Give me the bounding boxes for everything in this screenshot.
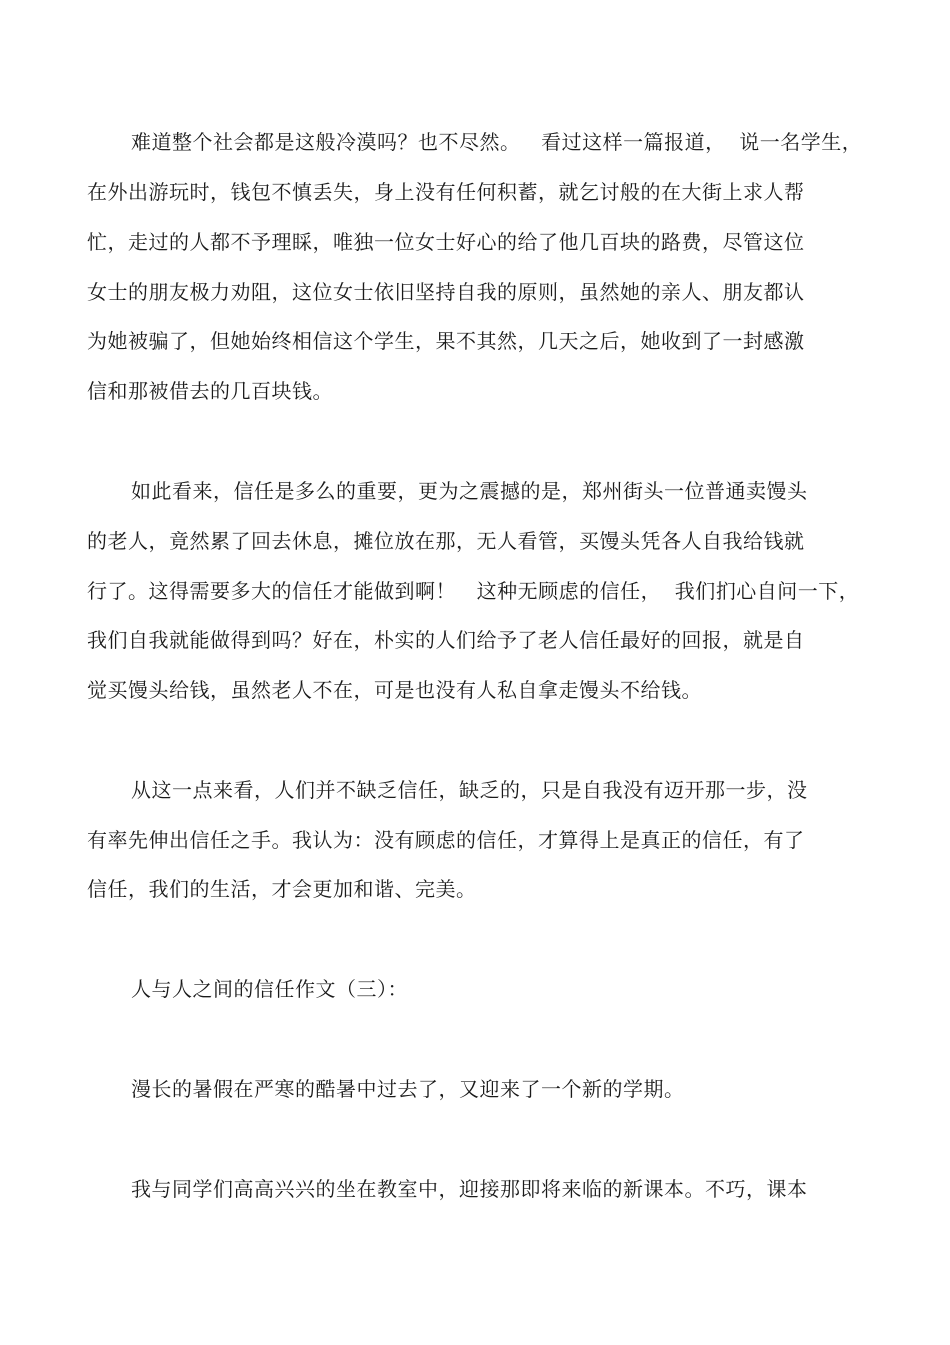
paragraph-line: 行了。这得需要多大的信任才能做到啊！ 这种无顾虑的信任， 我们扪心自问一下，	[87, 579, 860, 603]
paragraph-line: 觉买馒头给钱，虽然老人不在，可是也没有人私自拿走馒头不给钱。	[87, 678, 702, 702]
paragraph-line: 忙，走过的人都不予理睬，唯独一位女士好心的给了他几百块的路费，尽管这位	[87, 230, 805, 254]
paragraph-line: 的老人，竟然累了回去休息，摊位放在那，无人看管，买馒头凭各人自我给钱就	[87, 529, 805, 553]
paragraph-line: 信任，我们的生活，才会更加和谐、完美。	[87, 877, 477, 901]
paragraph-line: 漫长的暑假在严寒的酷暑中过去了，又迎来了一个新的学期。	[131, 1077, 685, 1101]
paragraph-line: 难道整个社会都是这般冷漠吗？也不尽然。 看过这样一篇报道， 说一名学生，	[131, 130, 863, 154]
paragraph-line: 我与同学们高高兴兴的坐在教室中，迎接那即将来临的新课本。不巧，课本	[131, 1177, 808, 1201]
paragraph-line: 女士的朋友极力劝阻，这位女士依旧坚持自我的原则，虽然她的亲人、朋友都认	[87, 280, 805, 304]
paragraph-line: 为她被骗了，但她始终相信这个学生，果不其然，几天之后，她收到了一封感激	[87, 329, 805, 353]
section-heading-text: 人与人之间的信任作文（三）：	[131, 977, 408, 1001]
paragraph-line: 在外出游玩时，钱包不慎丢失，身上没有任何积蓄，就乞讨般的在大街上求人帮	[87, 180, 805, 204]
paragraph-line: 从这一点来看，人们并不缺乏信任，缺乏的，只是自我没有迈开那一步，没	[131, 778, 808, 802]
paragraph-line: 信和那被借去的几百块钱。	[87, 379, 333, 403]
paragraph-line: 有率先伸出信任之手。我认为：没有顾虑的信任，才算得上是真正的信任，有了	[87, 828, 805, 852]
paragraph-line: 我们自我就能做得到吗？好在，朴实的人们给予了老人信任最好的回报，就是自	[87, 628, 805, 652]
paragraph-line: 如此看来，信任是多么的重要，更为之震撼的是，郑州街头一位普通卖馒头	[131, 479, 808, 503]
